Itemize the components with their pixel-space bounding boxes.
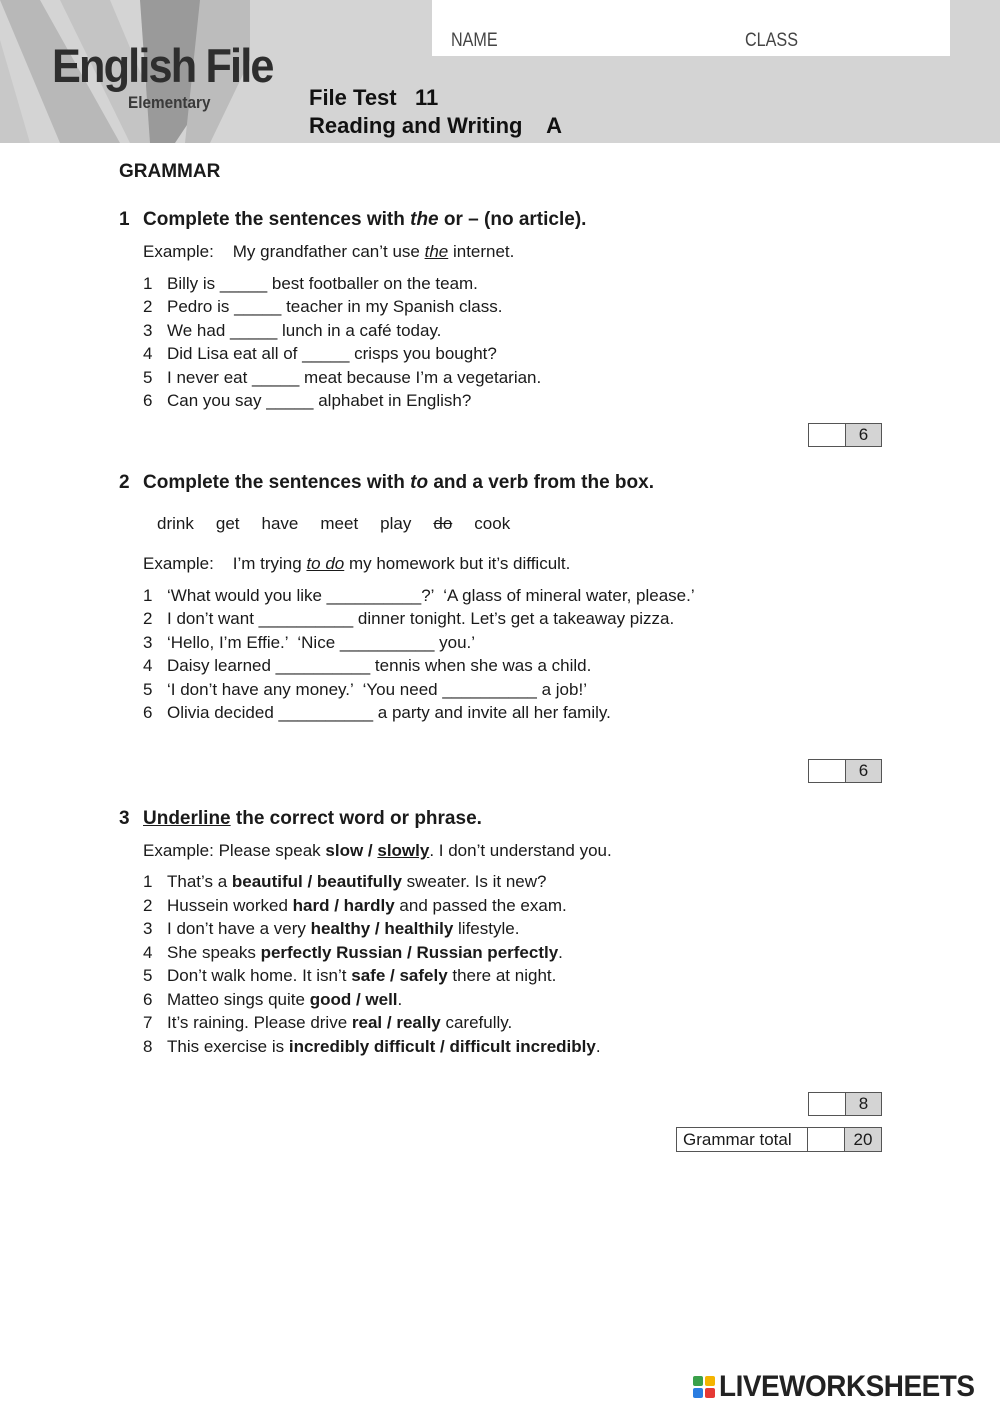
item-text: Can you say _____ alphabet in English? bbox=[167, 391, 472, 410]
q3-item bbox=[143, 943, 563, 963]
question-2-heading bbox=[119, 472, 654, 494]
item-number: 1 bbox=[143, 586, 153, 605]
question-1-example bbox=[143, 242, 514, 262]
score-input[interactable] bbox=[809, 760, 846, 782]
q3-item bbox=[143, 1037, 601, 1057]
item-number: 5 bbox=[143, 966, 153, 985]
item-options[interactable]: beautiful / beautifully bbox=[231, 872, 402, 891]
word: play bbox=[380, 514, 412, 533]
item-text: I don’t have a very bbox=[167, 919, 311, 938]
item-number: 1 bbox=[143, 274, 153, 293]
item-text: and passed the exam. bbox=[394, 896, 567, 915]
question-number: 2 bbox=[119, 472, 130, 493]
item-number: 6 bbox=[143, 391, 153, 410]
word: cook bbox=[474, 514, 511, 533]
test-title: File Test 11 bbox=[309, 85, 439, 110]
word: drink bbox=[157, 514, 194, 533]
example-answer: slowly bbox=[377, 841, 430, 860]
grammar-total-label: Grammar total bbox=[677, 1128, 808, 1151]
item-number: 6 bbox=[143, 703, 153, 722]
q1-item bbox=[143, 321, 441, 341]
item-text: Billy is _____ best footballer on the team. bbox=[167, 274, 478, 293]
item-text: Hussein worked bbox=[167, 896, 293, 915]
item-number: 2 bbox=[143, 896, 153, 915]
item-text: Pedro is _____ teacher in my Spanish class. bbox=[167, 297, 503, 316]
item-text: Did Lisa eat all of _____ crisps you bought? bbox=[167, 344, 497, 363]
example-answer: to do bbox=[306, 554, 345, 573]
q2-item bbox=[143, 703, 611, 723]
heading-text: and a verb from the box. bbox=[428, 472, 654, 493]
q2-item bbox=[143, 609, 674, 629]
score-max: 6 bbox=[846, 760, 881, 782]
name-class-box bbox=[432, 0, 950, 56]
heading-underlined: Underline bbox=[143, 808, 231, 829]
heading-text: Complete the sentences with bbox=[143, 472, 411, 493]
item-number: 7 bbox=[143, 1013, 153, 1032]
q2-item bbox=[143, 680, 587, 700]
q3-item bbox=[143, 872, 546, 892]
word-used: do bbox=[433, 514, 453, 533]
english-file-logo bbox=[52, 40, 272, 120]
item-options[interactable]: safe / safely bbox=[351, 966, 448, 985]
heading-text: the correct word or phrase. bbox=[230, 808, 482, 829]
example-text: Example: My grandfather can’t use bbox=[143, 242, 425, 261]
question-number: 1 bbox=[119, 209, 130, 230]
q1-item bbox=[143, 368, 541, 388]
question-3-heading bbox=[119, 808, 482, 830]
item-text: carefully. bbox=[440, 1013, 513, 1032]
q2-item bbox=[143, 586, 695, 606]
item-number: 2 bbox=[143, 609, 153, 628]
item-text: She speaks bbox=[167, 943, 261, 962]
example-option: slow / bbox=[325, 841, 378, 860]
q2-score-box bbox=[808, 759, 882, 783]
item-number: 3 bbox=[143, 919, 153, 938]
section-heading: GRAMMAR bbox=[119, 161, 221, 182]
item-text: Don’t walk home. It isn’t bbox=[167, 966, 352, 985]
example-text: Example: Please speak bbox=[143, 841, 326, 860]
item-text: It’s raining. Please drive bbox=[167, 1013, 352, 1032]
score-max: 6 bbox=[846, 424, 881, 446]
item-text: . bbox=[558, 943, 563, 962]
item-text: Daisy learned __________ tennis when she was a child. bbox=[167, 656, 592, 675]
grammar-total-max: 20 bbox=[845, 1128, 881, 1151]
question-2-example bbox=[143, 554, 570, 574]
word: get bbox=[215, 514, 240, 533]
item-text: I never eat _____ meat because I’m a vegetarian. bbox=[167, 368, 542, 387]
heading-text: or – (no article). bbox=[438, 209, 587, 230]
item-text: . bbox=[595, 1037, 601, 1056]
item-text: This exercise is bbox=[167, 1037, 289, 1056]
q3-item bbox=[143, 919, 519, 939]
grammar-total-input[interactable] bbox=[808, 1128, 845, 1151]
q2-item bbox=[143, 633, 475, 653]
question-1-heading bbox=[119, 209, 586, 231]
test-subtitle: Reading and Writing A bbox=[309, 113, 562, 138]
item-text: ‘Hello, I’m Effie.’ ‘Nice __________ you.’ bbox=[167, 633, 476, 652]
item-number: 4 bbox=[143, 943, 153, 962]
liveworksheets-logo-icon bbox=[693, 1376, 715, 1398]
example-answer: the bbox=[424, 242, 449, 261]
item-options[interactable]: real / really bbox=[351, 1013, 441, 1032]
example-text: Example: I’m trying bbox=[143, 554, 307, 573]
q3-score-box bbox=[808, 1092, 882, 1116]
score-max: 8 bbox=[846, 1093, 881, 1115]
item-number: 2 bbox=[143, 297, 153, 316]
q1-item bbox=[143, 274, 478, 294]
word-box bbox=[157, 514, 532, 534]
item-number: 5 bbox=[143, 680, 153, 699]
word: have bbox=[261, 514, 299, 533]
item-number: 3 bbox=[143, 321, 153, 340]
item-number: 4 bbox=[143, 656, 153, 675]
q1-item bbox=[143, 391, 471, 411]
item-text: Olivia decided __________ a party and invite all her family. bbox=[167, 703, 611, 722]
q3-item bbox=[143, 896, 567, 916]
heading-text: Complete the sentences with bbox=[143, 209, 411, 230]
item-number: 6 bbox=[143, 990, 153, 1009]
item-text: lifestyle. bbox=[453, 919, 520, 938]
item-options[interactable]: incredibly difficult / difficult incredibly bbox=[288, 1037, 596, 1056]
q3-item bbox=[143, 966, 556, 986]
q3-item bbox=[143, 1013, 512, 1033]
item-text: ‘I don’t have any money.’ ‘You need __________ a job!’ bbox=[167, 680, 587, 699]
grammar-total-box bbox=[676, 1127, 882, 1152]
q1-score-box bbox=[808, 423, 882, 447]
heading-emphasis: the bbox=[410, 209, 439, 230]
logo-sub-text: Elementary bbox=[128, 93, 211, 112]
q3-item bbox=[143, 990, 402, 1010]
example-text: my homework but it’s difficult. bbox=[344, 554, 571, 573]
question-number: 3 bbox=[119, 808, 130, 829]
item-text: I don’t want __________ dinner tonight. Let’s get a takeaway pizza. bbox=[167, 609, 675, 628]
score-input[interactable] bbox=[809, 424, 846, 446]
item-number: 1 bbox=[143, 872, 153, 891]
q1-item bbox=[143, 344, 497, 364]
q2-item bbox=[143, 656, 591, 676]
item-number: 3 bbox=[143, 633, 153, 652]
q1-item bbox=[143, 297, 502, 317]
example-text: . I don’t understand you. bbox=[429, 841, 612, 860]
item-options[interactable]: good / well bbox=[309, 990, 398, 1009]
class-label: CLASS bbox=[745, 30, 798, 51]
item-text: ‘What would you like __________?’ ‘A glass of mineral water, please.’ bbox=[167, 586, 695, 605]
example-text: internet. bbox=[448, 242, 515, 261]
heading-emphasis: to bbox=[410, 472, 429, 493]
item-text: Matteo sings quite bbox=[167, 990, 310, 1009]
item-options[interactable]: hard / hardly bbox=[292, 896, 395, 915]
liveworksheets-watermark bbox=[693, 1372, 994, 1402]
item-options[interactable]: perfectly Russian / Russian perfectly bbox=[260, 943, 559, 962]
item-number: 4 bbox=[143, 344, 153, 363]
item-number: 5 bbox=[143, 368, 153, 387]
word: meet bbox=[320, 514, 359, 533]
item-text: We had _____ lunch in a café today. bbox=[167, 321, 442, 340]
item-options[interactable]: healthy / healthily bbox=[310, 919, 454, 938]
header-banner bbox=[0, 0, 1000, 143]
item-text: sweater. Is it new? bbox=[401, 872, 547, 891]
name-label: NAME bbox=[451, 30, 498, 51]
item-number: 8 bbox=[143, 1037, 153, 1056]
watermark-text: LIVEWORKSHEETS bbox=[719, 1370, 975, 1403]
item-text: That’s a bbox=[167, 872, 232, 891]
logo-main-text: English File bbox=[52, 39, 273, 92]
score-input[interactable] bbox=[809, 1093, 846, 1115]
item-text: there at night. bbox=[447, 966, 557, 985]
question-3-example bbox=[143, 841, 612, 861]
item-text: . bbox=[397, 990, 403, 1009]
